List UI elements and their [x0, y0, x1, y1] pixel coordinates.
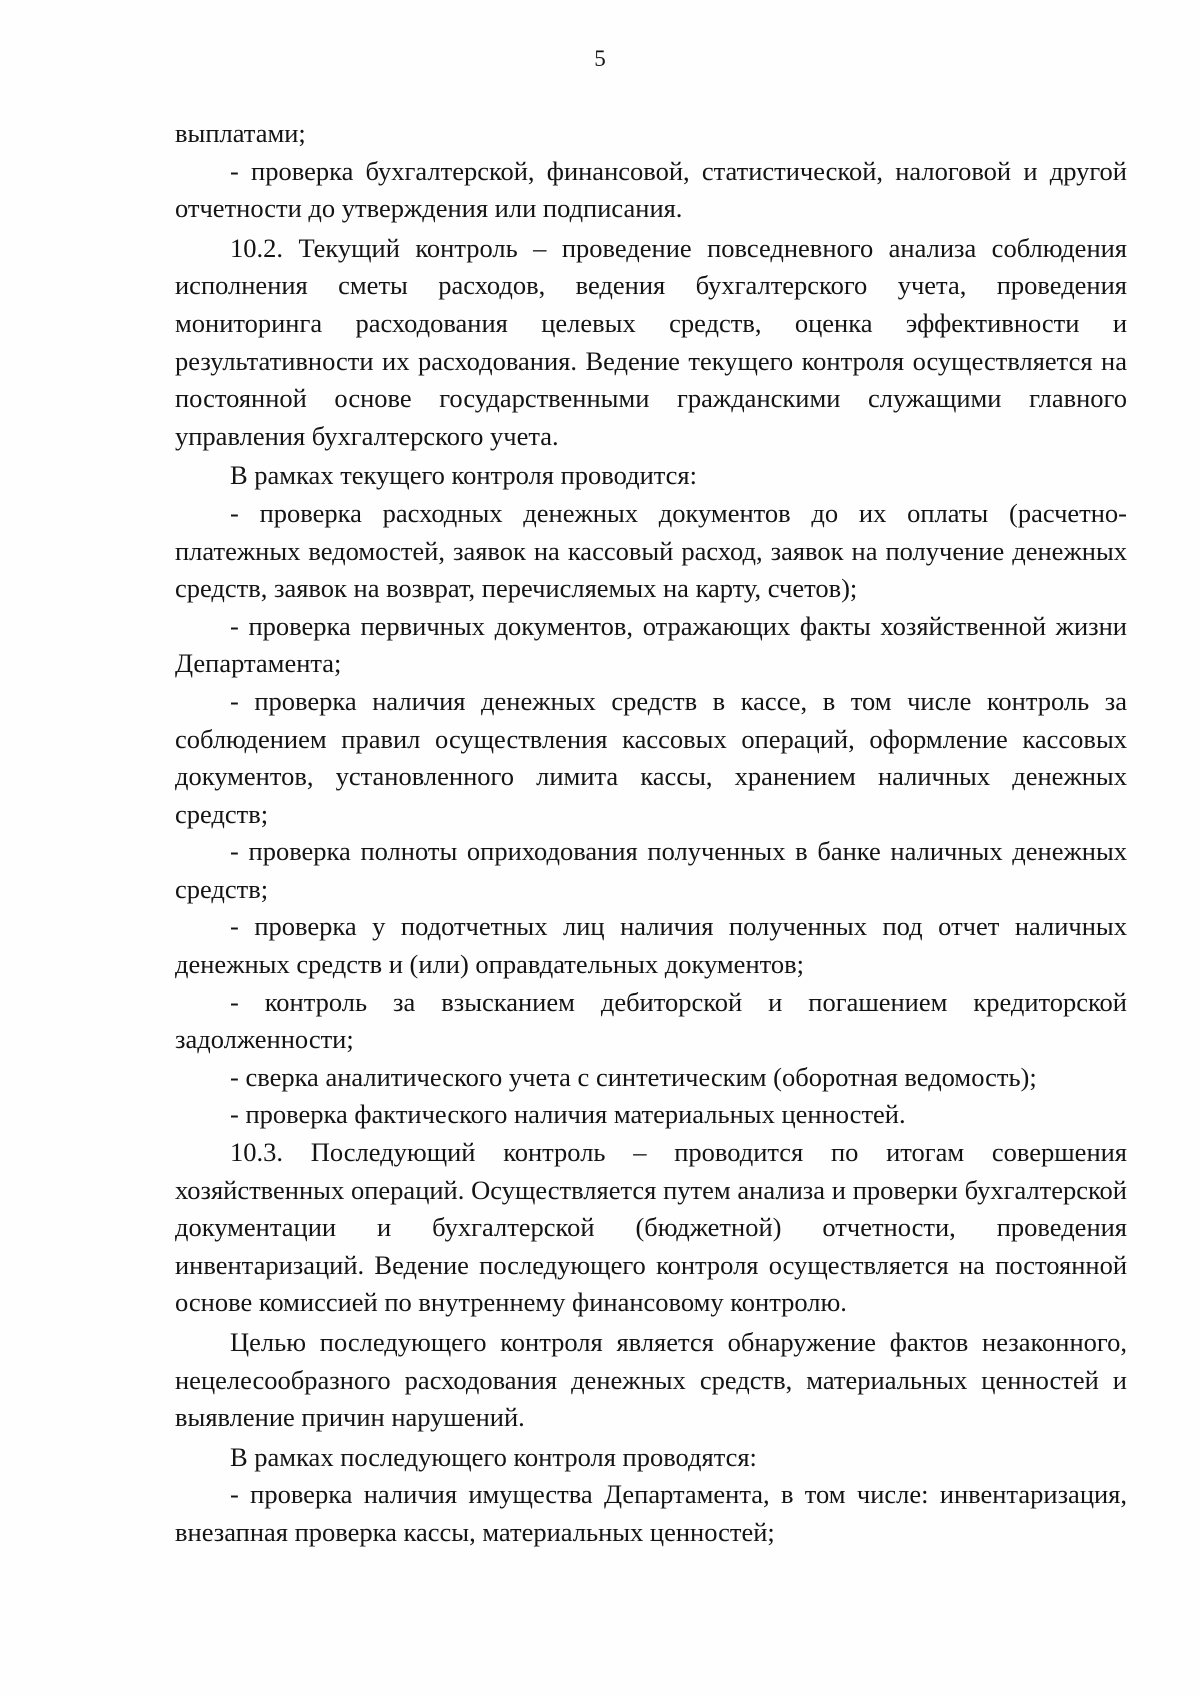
page-number: 5	[594, 46, 606, 71]
list-item-reconciliation: - сверка аналитического учета с синтетическим (оборотная ведомость);	[230, 1061, 1037, 1092]
list-item-cash-receipt: - проверка полноты оприходования полученных в банке наличных денежных средств;	[175, 836, 1127, 904]
paragraph-current-control-scope: В рамках текущего контроля проводится:	[230, 460, 697, 491]
list-item-accountable-persons: - проверка у подотчетных лиц наличия полученных под отчет наличных денежных средств и (или) оправдательных документов;	[175, 911, 1127, 980]
list-item-primary-documents: - проверка первичных документов, отражающих факты хозяйственной жизни Департамента;	[175, 610, 1127, 679]
list-item-property-inventory: - проверка наличия имущества Департамента, в том числе: инвентаризация, внезапная проверка кассы, материальных ценностей;	[175, 1479, 1127, 1547]
paragraph-reporting-check: - проверка бухгалтерской, финансовой, статистической, налоговой и другой отчетности до утверждения или подписания.	[175, 155, 1127, 224]
list-item-receivables-payables: - контроль за взысканием дебиторской и погашением кредиторской задолженности;	[175, 986, 1127, 1055]
paragraph-subsequent-control-scope: В рамках последующего контроля проводятся:	[230, 1441, 757, 1472]
paragraph-subsequent-control-goal: Целью последующего контроля является обнаружение фактов незаконного, нецелесообразного расходования денежных средств, материальных ценностей и выявление причин нарушений.	[175, 1327, 1127, 1433]
list-item-cash-check: - проверка наличия денежных средств в кассе, в том числе контроль за соблюдением правил осуществления кассовых операций, оформление кассовых документов, установленного лимита кассы, хранением наличных денежных средств;	[175, 685, 1127, 829]
list-item-material-values: - проверка фактического наличия материальных ценностей.	[230, 1099, 906, 1130]
list-item-expense-documents: - проверка расходных денежных документов до их оплаты (расчетно-платежных ведомостей, заявок на кассовый расход, заявок на получение денежных средств, заявок на возврат, перечисляемых на карту, счетов);	[175, 497, 1127, 604]
paragraph-continuation: выплатами;	[175, 118, 306, 148]
paragraph-current-control: 10.2. Текущий контроль – проведение повседневного анализа соблюдения исполнения сметы расходов, ведения бухгалтерского учета, проведения мониторинга расходования целевых средств, оценка эффективности и результативности их расходования. Ведение текущего контроля осуществляется на постоянной основе государственными гражданскими служащими главного управления бухгалтерского учета.	[175, 232, 1127, 451]
document-body	[175, 115, 1127, 1552]
paragraph-subsequent-control: 10.3. Последующий контроль – проводится по итогам совершения хозяйственных операций. Осуществляется путем анализа и проверки бухгалтерской документации и бухгалтерской (бюджетной) отчетности, проведения инвентаризаций. Ведение последующего контроля осуществляется на постоянной основе комиссией по внутреннему финансовому контролю.	[175, 1137, 1127, 1318]
